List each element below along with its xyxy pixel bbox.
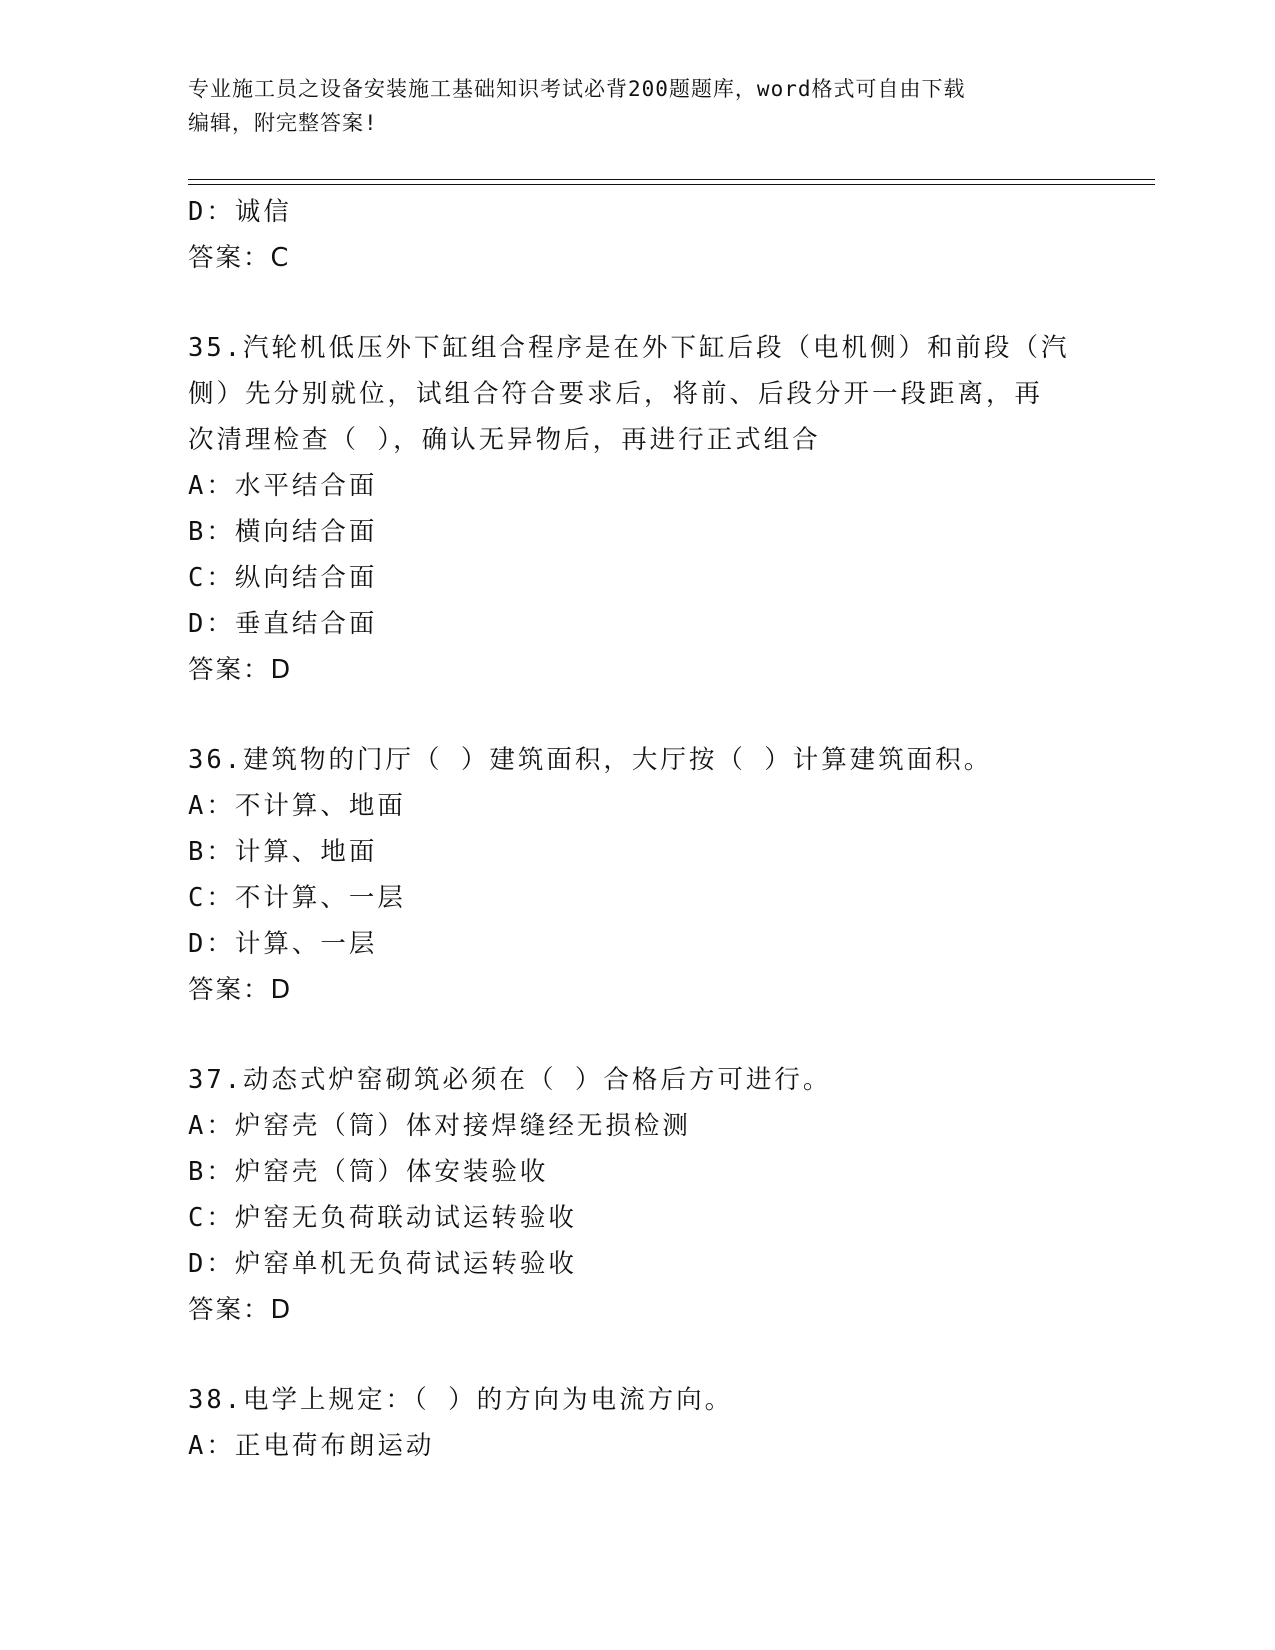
option-line: C：炉窑无负荷联动试运转验收 — [188, 1203, 577, 1233]
header-title-line-1: 专业施工员之设备安装施工基础知识考试必背200题题库，word格式可自由下载 — [188, 77, 966, 101]
option-line: A：水平结合面 — [188, 471, 378, 501]
option-line: C：不计算、一层 — [188, 883, 406, 913]
option-line: D：诚信 — [188, 197, 292, 227]
option-line: D：计算、一层 — [188, 929, 378, 959]
document-header — [188, 72, 1088, 140]
question-text-line: 次清理检查（ ），确认无异物后，再进行正式组合 — [188, 425, 821, 455]
question-spacer — [188, 1013, 1088, 1057]
header-divider-bottom — [188, 184, 1155, 185]
answer-line: 答案：D — [188, 655, 293, 685]
option-line: A：不计算、地面 — [188, 791, 406, 821]
option-line: B：计算、地面 — [188, 837, 378, 867]
question-text-line: 35.汽轮机低压外下缸组合程序是在外下缸后段（电机侧）和前段（汽 — [188, 333, 1070, 363]
question-spacer — [188, 693, 1088, 737]
answer-line: 答案：C — [188, 243, 291, 273]
option-line: A：炉窑壳（筒）体对接焊缝经无损检测 — [188, 1111, 691, 1141]
option-line: D：垂直结合面 — [188, 609, 378, 639]
option-line: A：正电荷布朗运动 — [188, 1431, 435, 1461]
question-list — [188, 189, 1088, 1469]
question-text-line: 侧）先分别就位，试组合符合要求后，将前、后段分开一段距离，再 — [188, 379, 1044, 409]
header-divider-top — [188, 179, 1155, 180]
option-line: D：炉窑单机无负荷试运转验收 — [188, 1249, 577, 1279]
question-text-line: 36.建筑物的门厅（ ）建筑面积，大厅按（ ）计算建筑面积。 — [188, 745, 993, 775]
answer-line: 答案：D — [188, 975, 293, 1005]
answer-line: 答案：D — [188, 1295, 293, 1325]
option-line: C：纵向结合面 — [188, 563, 378, 593]
option-line: B：炉窑壳（筒）体安装验收 — [188, 1157, 549, 1187]
question-spacer — [188, 1333, 1088, 1377]
question-text-line: 37.动态式炉窑砌筑必须在（ ）合格后方可进行。 — [188, 1065, 832, 1095]
question-text-line: 38.电学上规定：（ ）的方向为电流方向。 — [188, 1385, 734, 1415]
header-title-line-2: 编辑，附完整答案! — [188, 111, 378, 135]
option-line: B：横向结合面 — [188, 517, 378, 547]
question-spacer — [188, 281, 1088, 325]
